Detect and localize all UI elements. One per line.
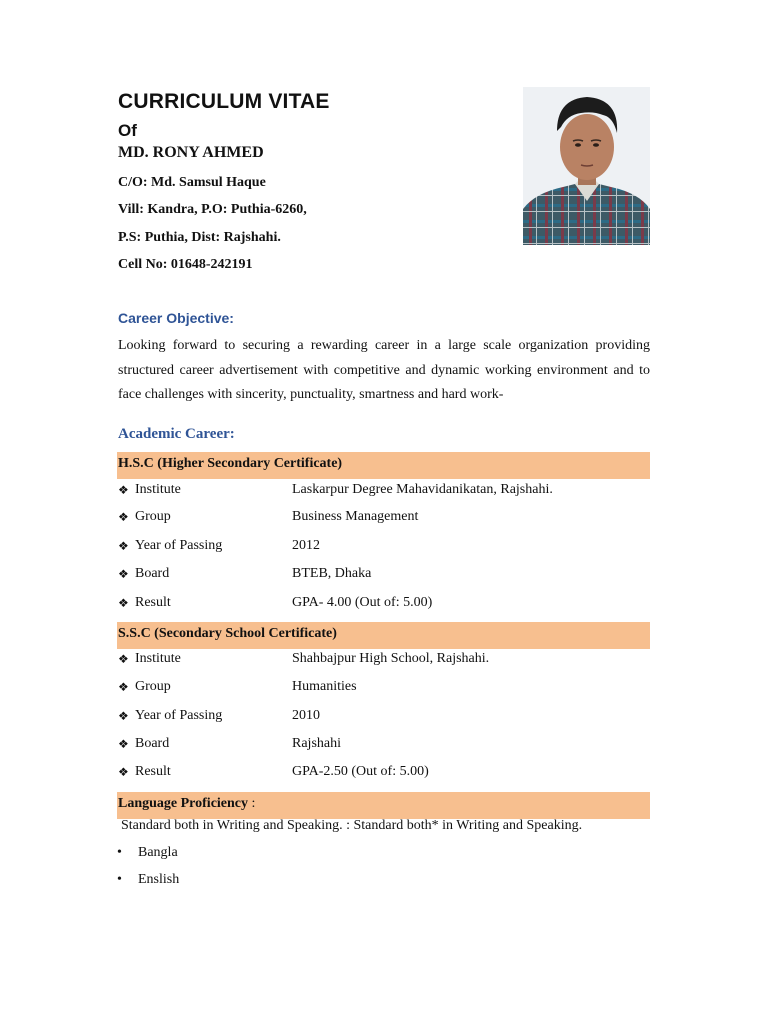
table-row	[118, 733, 650, 755]
bullet-icon: •	[117, 872, 122, 887]
diamond-bullet-icon: ❖	[118, 652, 129, 666]
diamond-bullet-icon: ❖	[118, 510, 129, 524]
row-value: 2012	[292, 538, 320, 553]
table-row	[118, 761, 650, 783]
cell-number-line: Cell No: 01648-242191	[118, 257, 253, 272]
row-value: Shahbajpur High School, Rajshahi.	[292, 651, 490, 666]
diamond-bullet-icon: ❖	[118, 483, 129, 497]
row-value: Rajshahi	[292, 736, 341, 751]
care-of-line: C/O: Md. Samsul Haque	[118, 175, 266, 190]
row-label: Year of Passing	[135, 538, 223, 553]
list-item	[117, 872, 179, 888]
diamond-bullet-icon: ❖	[118, 709, 129, 723]
list-item	[117, 845, 178, 861]
cv-of-label: Of	[118, 121, 137, 140]
diamond-bullet-icon: ❖	[118, 539, 129, 553]
academic-career-heading: Academic Career:	[118, 426, 235, 442]
table-row	[118, 535, 650, 557]
table-row	[118, 506, 650, 528]
row-label: Group	[135, 679, 171, 694]
row-label: Board	[135, 566, 170, 581]
row-label: Board	[135, 736, 170, 751]
career-objective-heading: Career Objective:	[118, 310, 234, 326]
ssc-section-header: S.S.C (Secondary School Certificate)	[117, 622, 650, 649]
row-value: Humanities	[292, 679, 357, 694]
language-name: Bangla	[138, 845, 178, 860]
applicant-name: MD. RONY AHMED	[118, 144, 264, 161]
career-objective-text: Looking forward to securing a rewarding career in a large scale organization providing structured career advertisement with competitive and dynamic working environment and to face challenges with sincerity, punctuality, smartness and hard work-	[118, 338, 650, 402]
diamond-bullet-icon: ❖	[118, 567, 129, 581]
row-label: Institute	[135, 482, 181, 497]
table-row	[118, 563, 650, 585]
language-section-title: Language Proficiency	[118, 796, 249, 811]
row-label: Group	[135, 509, 171, 524]
row-label: Result	[135, 595, 171, 610]
table-row	[118, 705, 650, 727]
diamond-bullet-icon: ❖	[118, 765, 129, 779]
language-proficiency-note: Standard both in Writing and Speaking. : Standard both* in Writing and Speaking.	[121, 818, 583, 833]
profile-photo-image	[523, 87, 650, 245]
row-value: 2010	[292, 708, 320, 723]
language-name: Enslish	[138, 872, 180, 887]
language-title-colon: :	[248, 796, 256, 811]
row-label: Year of Passing	[135, 708, 223, 723]
row-value: GPA-2.50 (Out of: 5.00)	[292, 764, 429, 779]
table-row	[118, 592, 650, 614]
bullet-icon: •	[117, 845, 122, 860]
hsc-section-header: H.S.C (Higher Secondary Certificate)	[117, 452, 650, 479]
diamond-bullet-icon: ❖	[118, 596, 129, 610]
village-line: Vill: Kandra, P.O: Puthia-6260,	[118, 202, 307, 217]
table-row	[118, 648, 650, 670]
row-value: Laskarpur Degree Mahavidanikatan, Rajshahi.	[292, 482, 553, 497]
row-value: BTEB, Dhaka	[292, 566, 372, 581]
table-row	[118, 676, 650, 698]
cv-title: CURRICULUM VITAE	[118, 90, 330, 113]
row-label: Institute	[135, 651, 181, 666]
row-value: Business Management	[292, 509, 419, 524]
table-row	[118, 479, 650, 501]
diamond-bullet-icon: ❖	[118, 680, 129, 694]
police-station-line: P.S: Puthia, Dist: Rajshahi.	[118, 230, 281, 245]
diamond-bullet-icon: ❖	[118, 737, 129, 751]
language-section-header	[117, 792, 650, 819]
row-value: GPA- 4.00 (Out of: 5.00)	[292, 595, 433, 610]
profile-photo	[523, 87, 650, 245]
row-label: Result	[135, 764, 171, 779]
